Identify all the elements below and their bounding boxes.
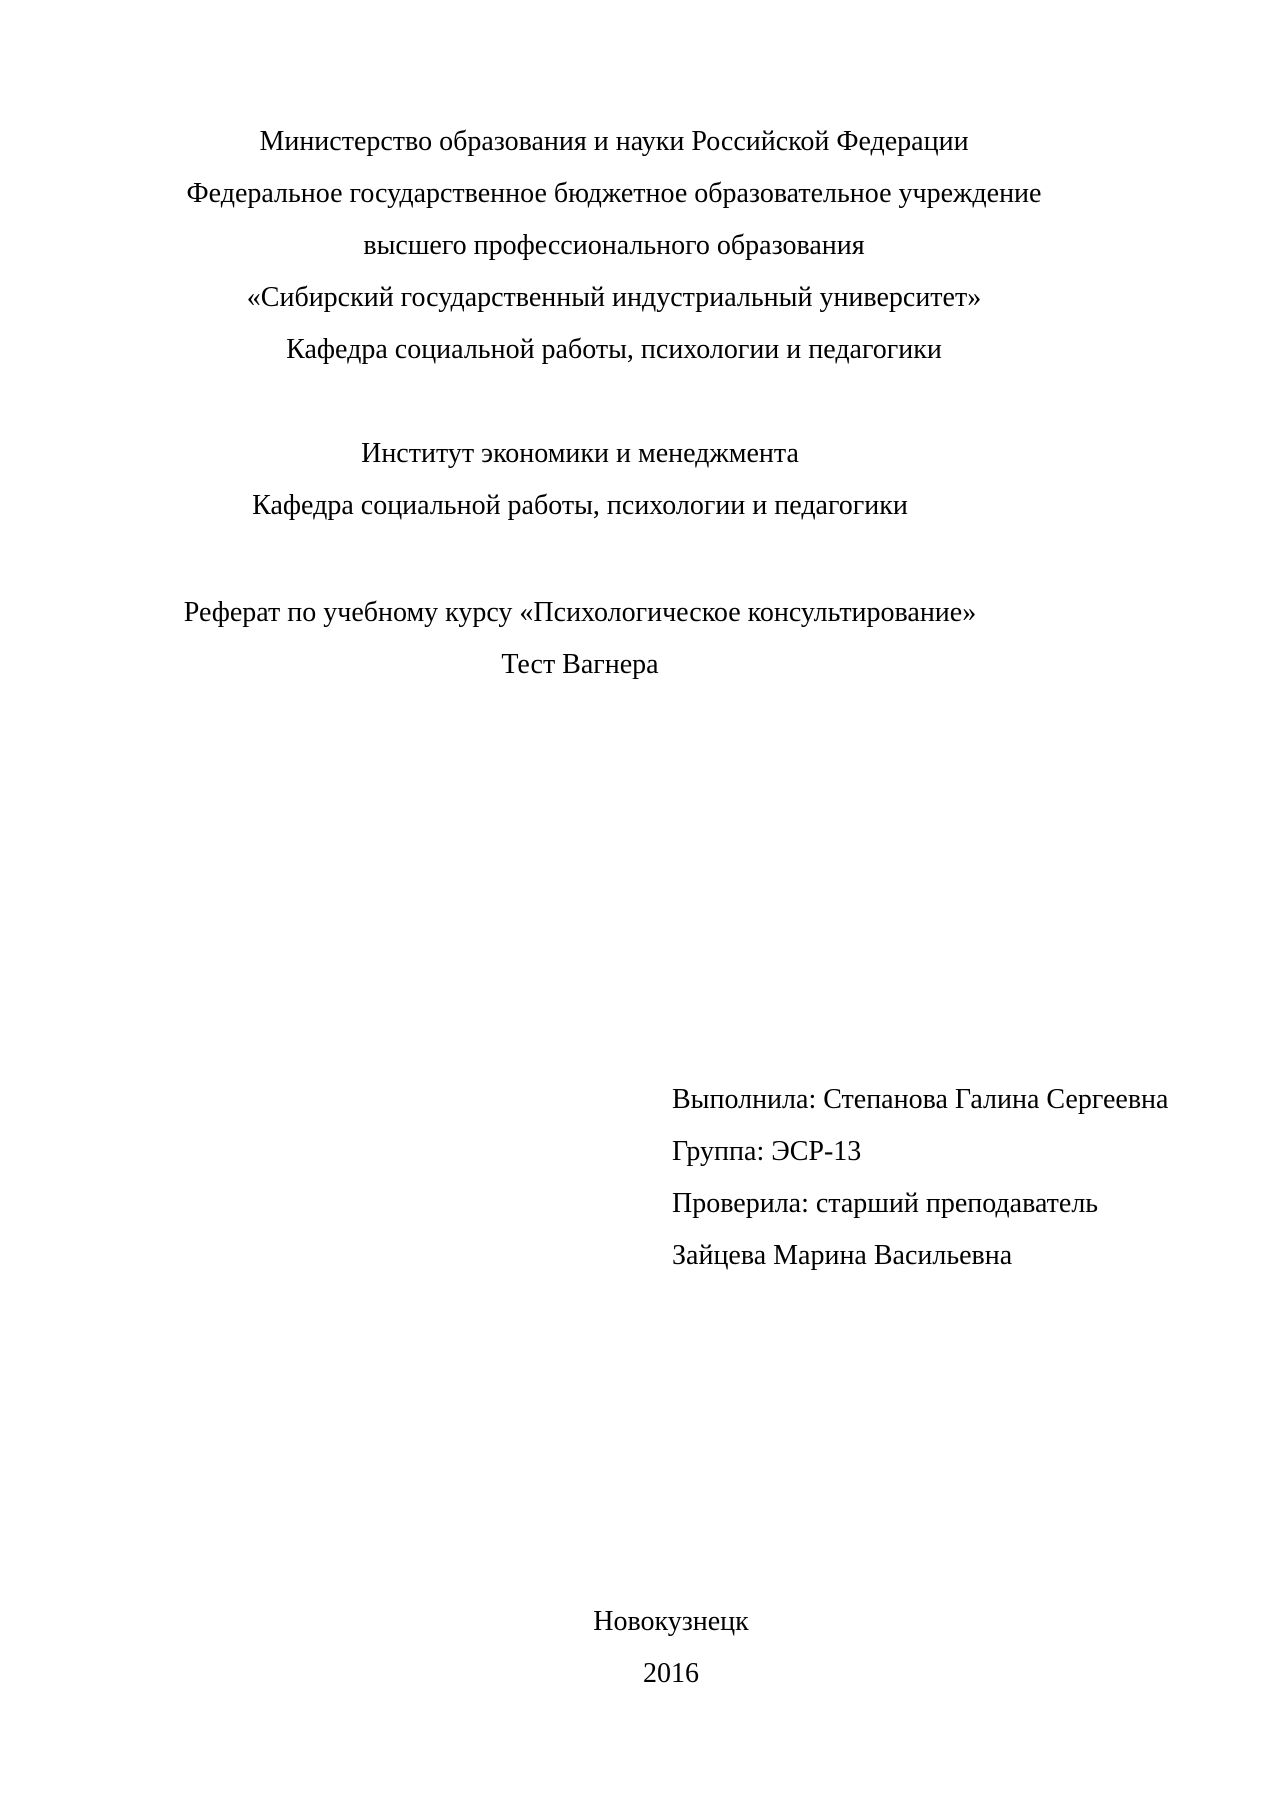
- work-type-line: Реферат по учебному курсу «Психологическое консультирование»: [183, 597, 977, 628]
- checker-name-line: Зайцева Марина Васильевна: [672, 1240, 1013, 1271]
- checked-by-line: Проверила: старший преподаватель: [672, 1188, 1099, 1219]
- header-department-line: Кафедра социальной работы, психологии и педагогики: [286, 334, 942, 365]
- education-level-line: высшего профессионального образования: [363, 230, 865, 261]
- university-line: «Сибирский государственный индустриальный университет»: [246, 282, 982, 313]
- performed-by-line: Выполнила: Степанова Галина Сергеевна: [672, 1084, 1169, 1115]
- work-title: Тест Вагнера: [501, 649, 659, 680]
- institute-department-line: Кафедра социальной работы, психологии и педагогики: [252, 490, 908, 521]
- ministry-line: Министерство образования и науки Российской Федерации: [259, 126, 969, 157]
- group-line: Группа: ЭСР-13: [672, 1136, 862, 1167]
- federal-institution-line: Федеральное государственное бюджетное образовательное учреждение: [186, 178, 1042, 209]
- year-line: 2016: [643, 1658, 699, 1689]
- institute-line: Институт экономики и менеджмента: [361, 438, 799, 469]
- city-line: Новокузнецк: [593, 1606, 749, 1637]
